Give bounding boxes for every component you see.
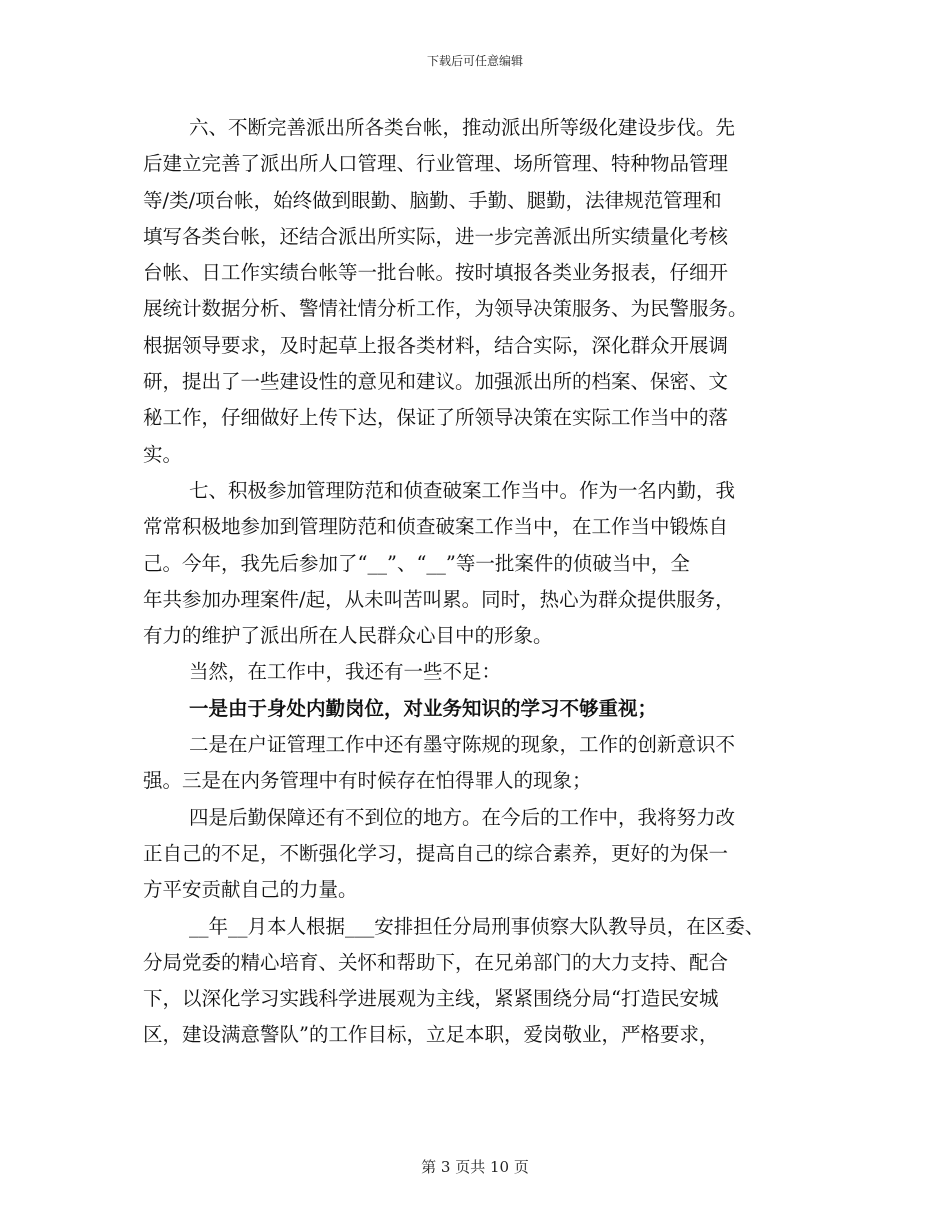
document-body (143, 110, 803, 1054)
paragraph-line: 己。今年，我先后参加了“__”、“__”等一批案件的侦破当中，全 (143, 551, 690, 575)
paragraph-line: 分局党委的精心培育、关怀和帮助下，在兄弟部门的大力支持、配合 (143, 950, 729, 974)
paragraph-line: 实。 (143, 442, 183, 466)
paragraph-line: 展统计数据分析、警情社情分析工作，为领导决策服务、为民警服务。 (143, 297, 748, 321)
paragraph-line: 常常积极地参加到管理防范和侦查破案工作当中，在工作当中锻炼自 (143, 515, 729, 539)
paragraph-line: 方平安贡献自己的力量。 (143, 878, 358, 902)
paragraph-line: 研，提出了一些建设性的意见和建议。加强派出所的档案、保密、文 (143, 370, 729, 394)
paragraph-line: 有力的维护了派出所在人民群众心目中的形象。 (143, 624, 553, 648)
paragraph-line: 秘工作，仔细做好上传下达，保证了所领导决策在实际工作当中的落 (143, 406, 729, 430)
paragraph-line: 二是在户证管理工作中还有墨守陈规的现象，工作的创新意识不 (189, 733, 736, 757)
page-header: 下载后可任意编辑 (426, 54, 523, 68)
paragraph-line: 强。三是在内务管理中有时候存在怕得罪人的现象； (143, 769, 592, 793)
paragraph-line: 七、积极参加管理防范和侦查破案工作当中。作为一名内勤，我 (189, 478, 736, 502)
paragraph-line: 等/类/项台帐，始终做到眼勤、脑勤、手勤、腿勤，法律规范管理和 (143, 188, 722, 212)
bold-paragraph-line: 一是由于身处内勤岗位，对业务知识的学习不够重视； (189, 696, 658, 720)
paragraph-line: 后建立完善了派出所人口管理、行业管理、场所管理、特种物品管理 (143, 152, 729, 176)
paragraph-line: 当然，在工作中，我还有一些不足： (189, 660, 502, 684)
paragraph-line: 根据领导要求，及时起草上报各类材料，结合实际，深化群众开展调 (143, 333, 729, 357)
paragraph-line: 下，以深化学习实践科学进展观为主线，紧紧围绕分局“打造民安城 (143, 987, 719, 1011)
paragraph-line: 六、不断完善派出所各类台帐，推动派出所等级化建设步伐。先 (189, 116, 736, 139)
paragraph-line: 正自己的不足，不断强化学习，提高自己的综合素养，更好的为保一 (143, 841, 729, 865)
page-footer: 第 3 页共 10 页 (421, 1158, 529, 1176)
paragraph-line: 区，建设满意警队”的工作目标，立足本职，爱岗敬业，严格要求， (143, 1023, 719, 1047)
paragraph-line: 台帐、日工作实绩台帐等一批台帐。按时填报各类业务报表，仔细开 (143, 261, 729, 285)
paragraph-line: 四是后勤保障还有不到位的地方。在今后的工作中，我将努力改 (189, 805, 736, 829)
paragraph-line: __年__月本人根据___安排担任分局刑事侦察大队教导员，在区委、 (189, 914, 765, 938)
paragraph-line: 填写各类台帐，还结合派出所实际，进一步完善派出所实绩量化考核 (143, 224, 729, 248)
paragraph-line: 年共参加办理案件/起，从未叫苦叫累。同时，热心为群众提供服务， (143, 587, 735, 611)
